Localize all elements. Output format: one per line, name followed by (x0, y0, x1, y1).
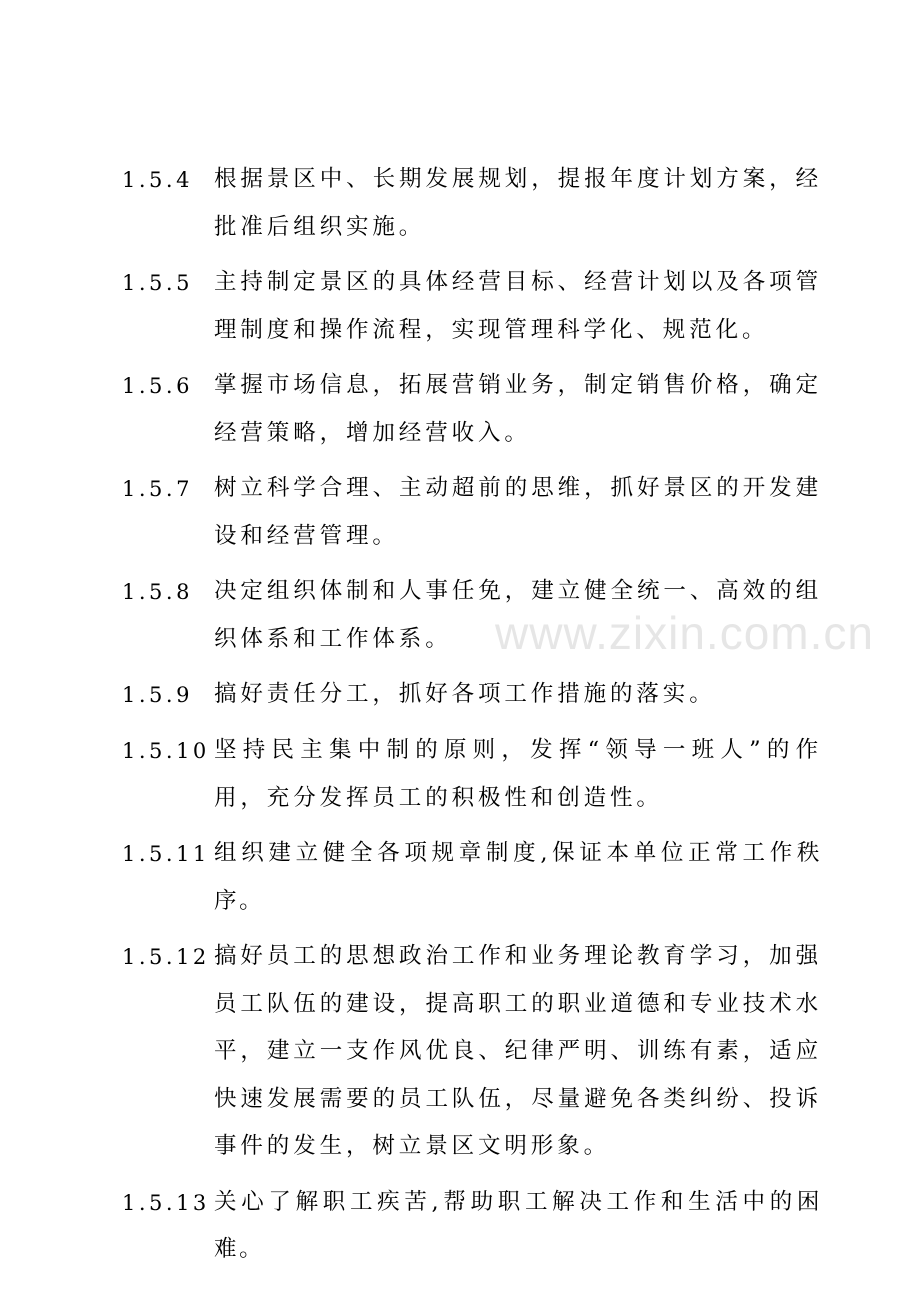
item-text: 搞好责任分工，抓好各项工作措施的落实。 (214, 681, 716, 707)
item-text: 决定组织体制和人事任免，建立健全统一、高效的组织体系和工作体系。 (214, 578, 822, 652)
list-item (122, 1179, 822, 1274)
item-text: 根据景区中、长期发展规划，提报年度计划方案，经批准后组织实施。 (214, 166, 822, 240)
list-item (122, 156, 822, 251)
list-item (122, 671, 822, 719)
responsibility-list (122, 156, 822, 1282)
list-item (122, 259, 822, 354)
item-text: 关心了解职工疾苦,帮助职工解决工作和生活中的困难。 (214, 1188, 822, 1262)
item-number: 1.5.11 (122, 842, 210, 866)
item-number: 1.5.12 (122, 945, 210, 969)
item-text: 掌握市场信息，拓展营销业务，制定销售价格，确定经营策略，增加经营收入。 (214, 372, 822, 446)
list-item (122, 830, 822, 925)
item-text: 坚持民主集中制的原则，发挥“领导一班人”的作用，充分发挥员工的积极性和创造性。 (214, 737, 822, 811)
item-number: 1.5.7 (122, 477, 193, 501)
list-item (122, 362, 822, 457)
item-number: 1.5.9 (122, 683, 193, 707)
list-item (122, 465, 822, 560)
list-item (122, 727, 822, 822)
item-number: 1.5.8 (122, 580, 193, 604)
item-number: 1.5.6 (122, 374, 193, 398)
item-text: 搞好员工的思想政治工作和业务理论教育学习，加强员工队伍的建设，提高职工的职业道德和专业技术水平，建立一支作风优良、纪律严明、训练有素，适应快速发展需要的员工队伍，尽量避免各类纠纷、投诉事件的发生，树立景区文明形象。 (214, 943, 822, 1159)
item-text: 组织建立健全各项规章制度,保证本单位正常工作秩序。 (214, 840, 822, 914)
list-item (122, 933, 822, 1171)
item-number: 1.5.10 (122, 739, 210, 763)
item-number: 1.5.4 (122, 168, 193, 192)
item-text: 主持制定景区的具体经营目标、经营计划以及各项管理制度和操作流程，实现管理科学化、规范化。 (214, 269, 822, 343)
item-number: 1.5.5 (122, 271, 193, 295)
watermark: www.zixin.com.cn (495, 607, 874, 659)
item-number: 1.5.13 (122, 1190, 210, 1215)
item-text: 树立科学合理、主动超前的思维，抓好景区的开发建设和经营管理。 (214, 475, 822, 549)
